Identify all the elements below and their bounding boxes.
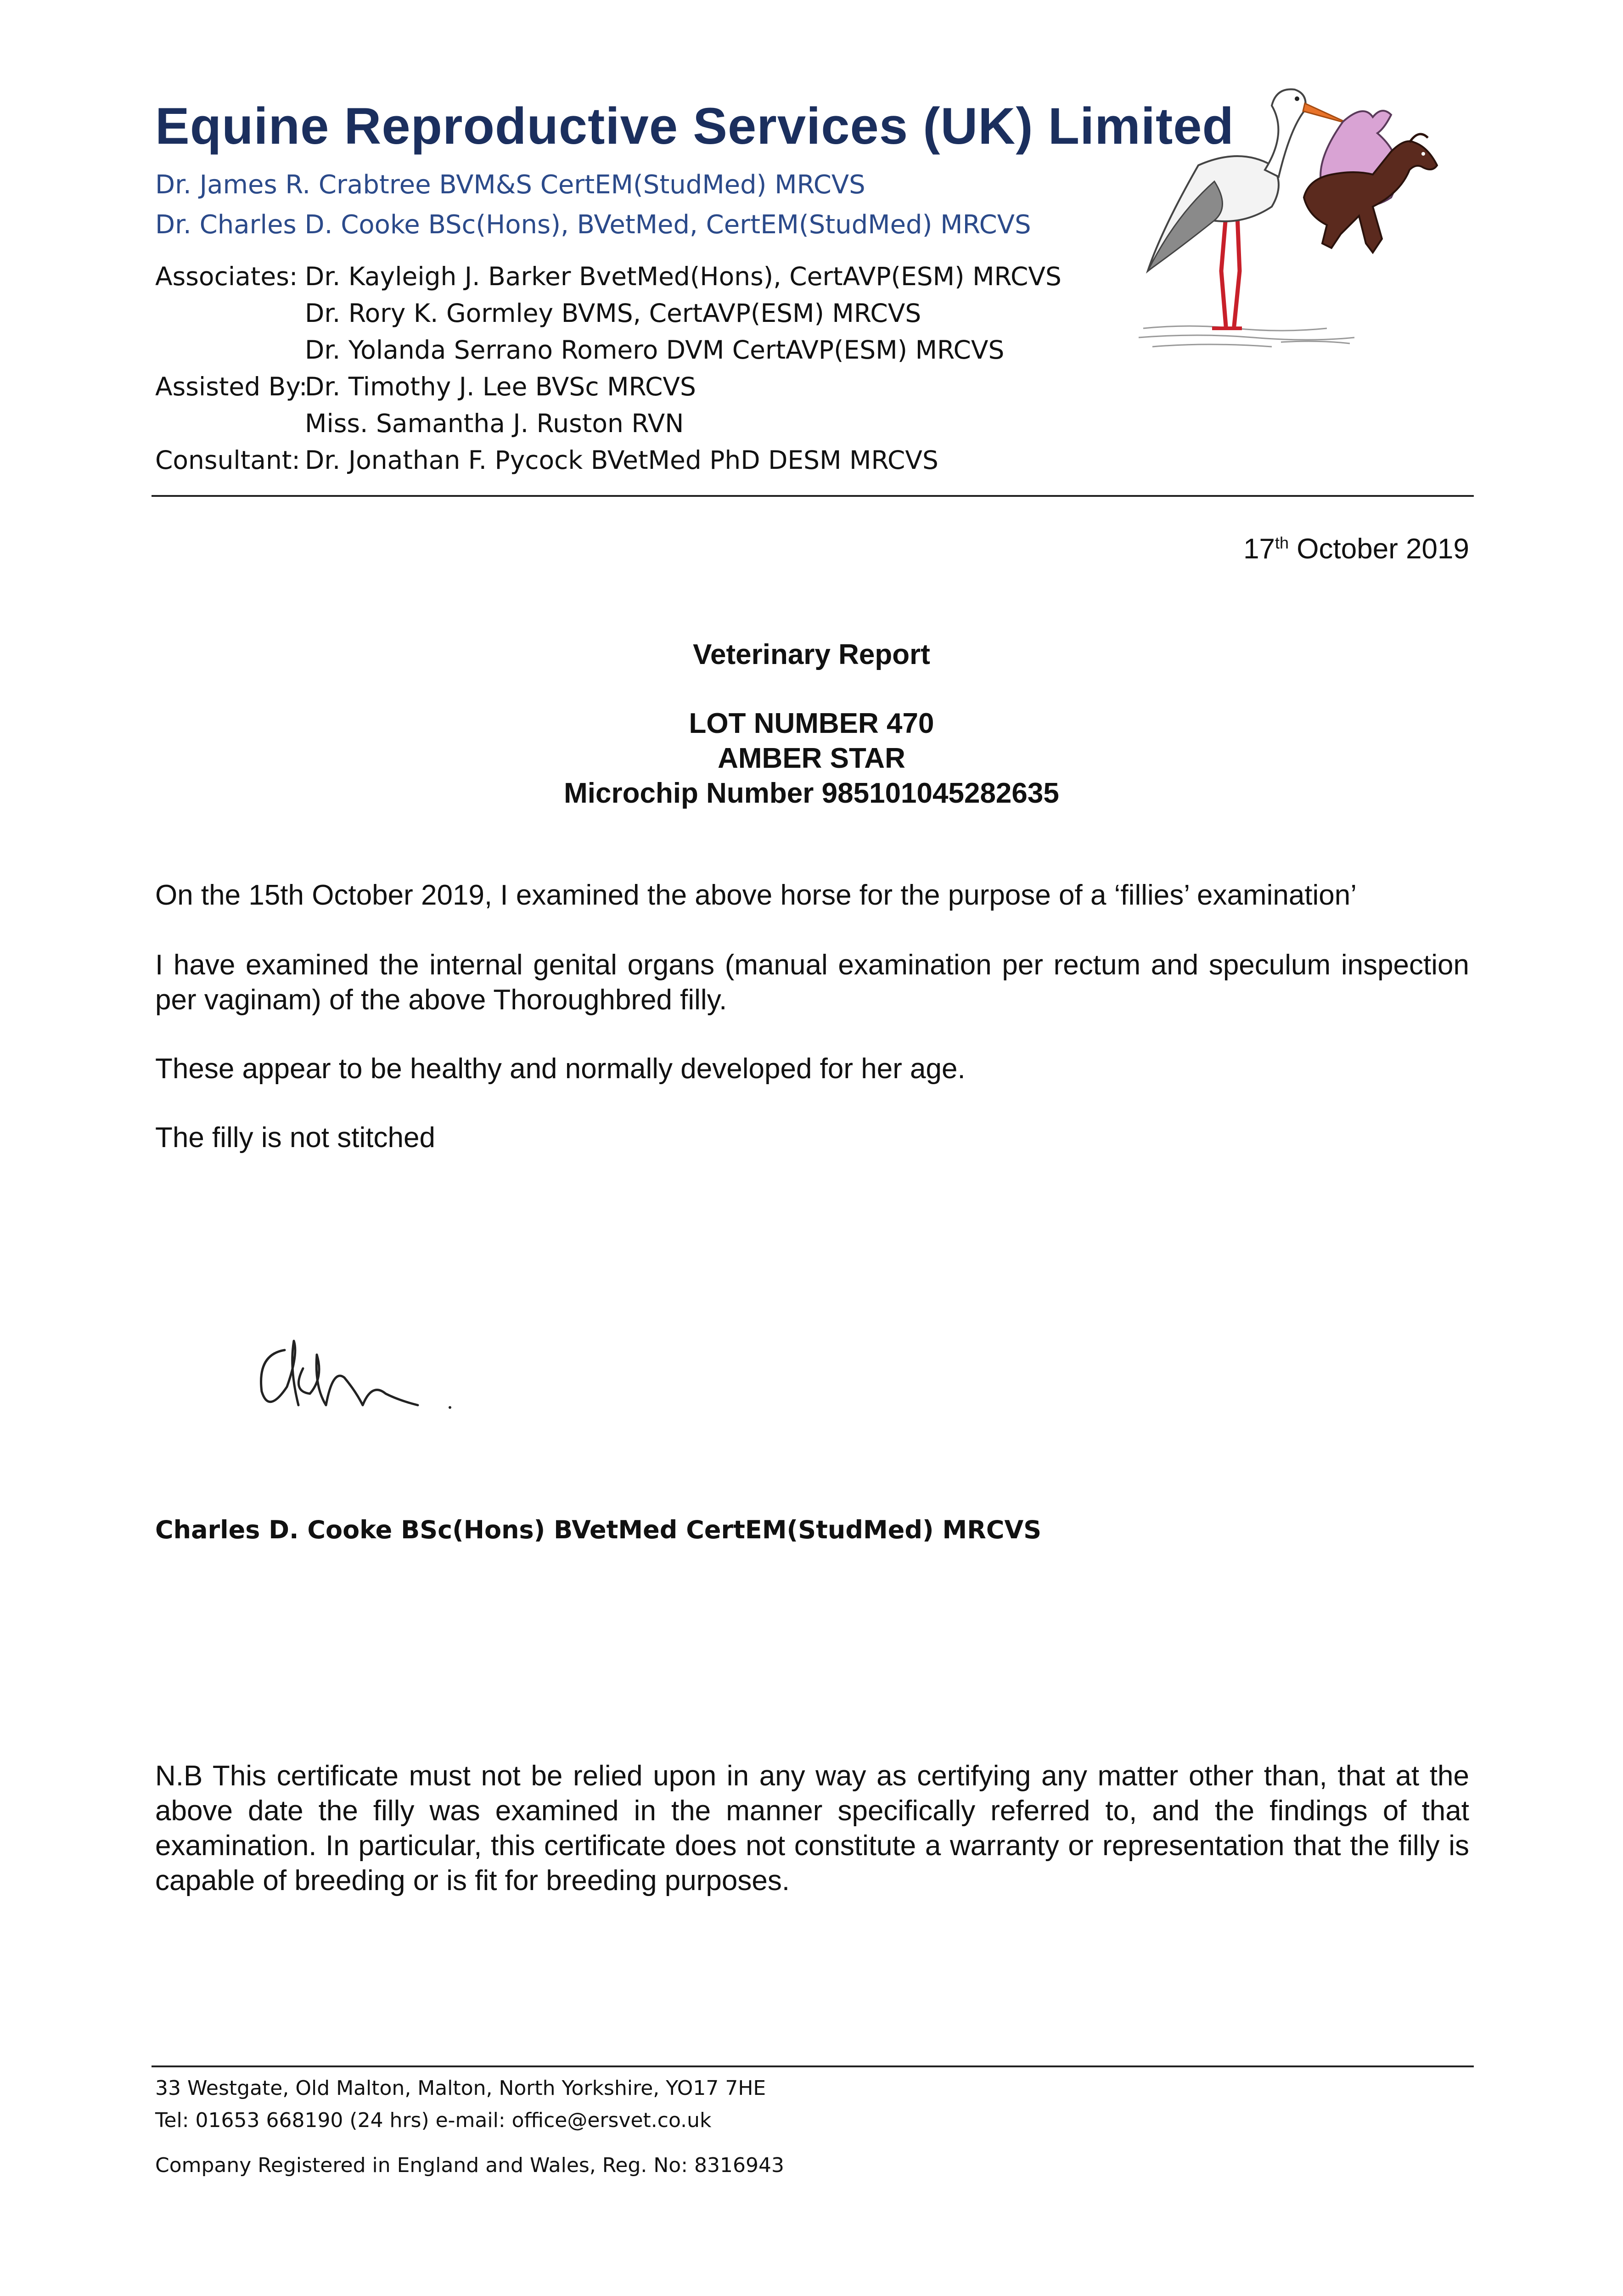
associates-label: Associates: <box>155 262 298 291</box>
horse-name: AMBER STAR <box>718 743 905 774</box>
date-suffix: th <box>1275 533 1289 552</box>
assisted-by-label: Assisted By: <box>155 372 308 401</box>
paragraph-1: On the 15th October 2019, I examined the above horse for the purpose of a ‘fillies’ examination’ <box>155 879 1357 911</box>
lot-number: LOT NUMBER 470 <box>689 708 934 739</box>
footer-registration: Company Registered in England and Wales, Reg. No: 8316943 <box>155 2154 784 2177</box>
footer-address: 33 Westgate, Old Malton, Malton, North Yorkshire, YO17 7HE <box>155 2077 766 2100</box>
associate-2: Dr. Rory K. Gormley BVMS, CertAVP(ESM) MRCVS <box>305 298 921 328</box>
paragraph-2: I have examined the internal genital organs (manual examination per rectum and speculum inspection per vaginam) of the above Thoroughbred filly. <box>155 949 1469 1016</box>
consultant-label: Consultant: <box>155 445 300 475</box>
date-day: 17 <box>1243 533 1275 565</box>
report-title: Veterinary Report <box>693 639 930 670</box>
assistant-2: Miss. Samantha J. Ruston RVN <box>305 409 684 438</box>
footer-divider <box>152 2065 1474 2067</box>
associate-1: Dr. Kayleigh J. Barker BvetMed(Hons), CertAVP(ESM) MRCVS <box>305 262 1061 291</box>
disclaimer: N.B This certificate must not be relied upon in any way as certifying any matter other than, that at the above date the filly was examined in the manner specifically referred to, and the findings of that examination. In particular, this certificate does not constitute a warranty or representation that the filly is capable of breeding or is fit for breeding purposes. <box>155 1760 1469 1896</box>
partner-line-2: Dr. Charles D. Cooke BSc(Hons), BVetMed, CertEM(StudMed) MRCVS <box>155 210 1031 240</box>
associate-3: Dr. Yolanda Serrano Romero DVM CertAVP(ESM) MRCVS <box>305 335 1005 365</box>
header-divider <box>152 495 1474 497</box>
consultant-name: Dr. Jonathan F. Pycock BVetMed PhD DESM MRCVS <box>305 445 938 475</box>
date-month-year: October 2019 <box>1289 533 1469 565</box>
report-date <box>1243 533 1469 565</box>
partner-line-1: Dr. James R. Crabtree BVM&S CertEM(StudMed) MRCVS <box>155 170 865 200</box>
paragraph-3: These appear to be healthy and normally developed for her age. <box>155 1053 966 1085</box>
signer-name: Charles D. Cooke BSc(Hons) BVetMed CertEM(StudMed) MRCVS <box>155 1515 1042 1544</box>
firm-name: Equine Reproductive Services (UK) Limited <box>155 97 1234 155</box>
assistant-1: Dr. Timothy J. Lee BVSc MRCVS <box>305 372 696 401</box>
stork-carrying-foal-logo-icon <box>1134 78 1483 354</box>
footer-contact: Tel: 01653 668190 (24 hrs) e-mail: office@ersvet.co.uk <box>155 2109 712 2132</box>
microchip-number: Microchip Number 985101045282635 <box>564 777 1059 809</box>
paragraph-4: The filly is not stitched <box>155 1122 435 1154</box>
handwritten-signature-icon <box>248 1313 487 1433</box>
